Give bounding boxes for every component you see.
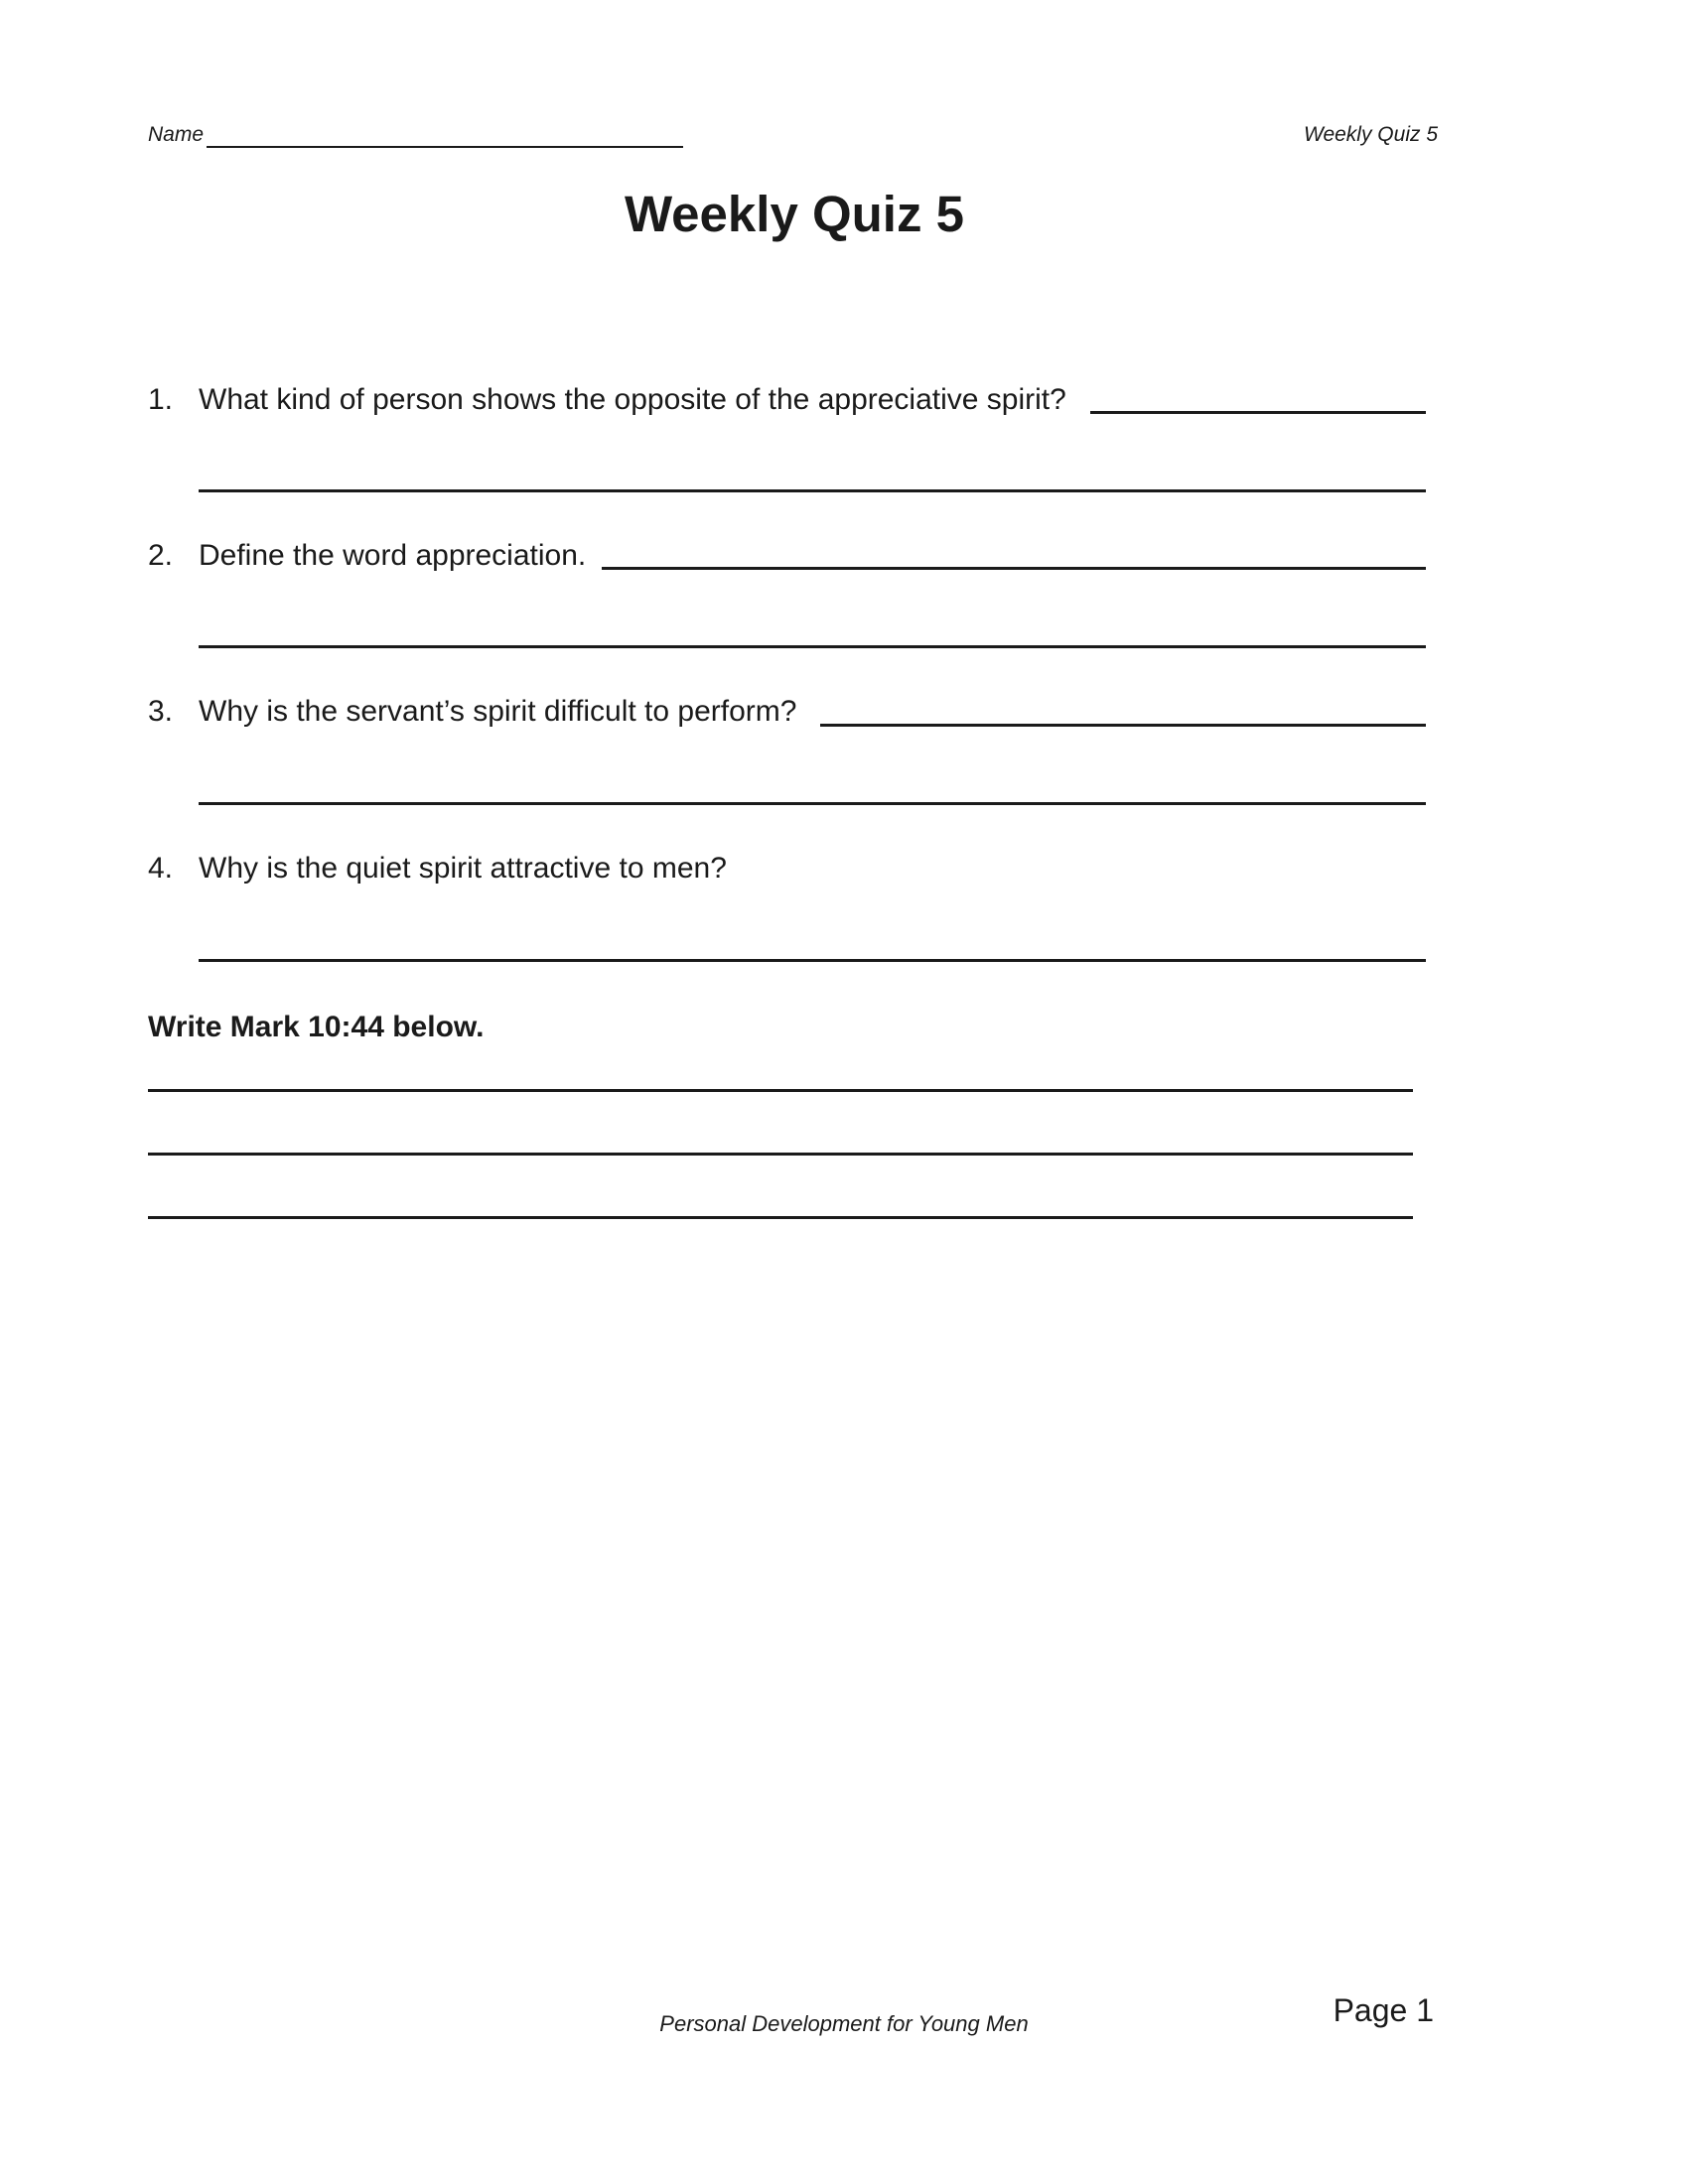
- question-3-answer-line-1[interactable]: [820, 724, 1426, 727]
- question-1-number: 1.: [148, 383, 174, 416]
- page-number: Page 1: [1333, 1992, 1434, 2028]
- verse-answer-line-1[interactable]: [148, 1089, 1413, 1092]
- write-verse-heading: Write Mark 10:44 below.: [148, 1011, 485, 1043]
- question-4-text: Why is the quiet spirit attractive to men?: [199, 852, 727, 885]
- question-1-text: What kind of person shows the opposite of the appreciative spirit?: [199, 383, 1066, 416]
- question-1-answer-line-2[interactable]: [199, 489, 1426, 492]
- question-3-text: Why is the servant’s spirit difficult to perform?: [199, 695, 797, 728]
- question-4-number: 4.: [148, 852, 174, 885]
- header-quiz-label: Weekly Quiz 5: [1304, 123, 1438, 146]
- question-2-number: 2.: [148, 539, 174, 572]
- verse-answer-line-3[interactable]: [148, 1216, 1413, 1219]
- name-label: Name: [148, 123, 205, 146]
- page-title: Weekly Quiz 5: [624, 186, 965, 242]
- name-answer-line[interactable]: [207, 146, 683, 148]
- question-3-answer-line-2[interactable]: [199, 802, 1426, 805]
- verse-answer-line-2[interactable]: [148, 1153, 1413, 1156]
- question-2-text: Define the word appreciation.: [199, 539, 587, 572]
- footer-book-title: Personal Development for Young Men: [659, 2011, 1029, 2036]
- question-2-answer-line-1[interactable]: [602, 567, 1426, 570]
- question-2-answer-line-2[interactable]: [199, 645, 1426, 648]
- question-1-answer-line-1[interactable]: [1090, 411, 1426, 414]
- question-4-answer-line[interactable]: [199, 959, 1426, 962]
- question-3-number: 3.: [148, 695, 174, 728]
